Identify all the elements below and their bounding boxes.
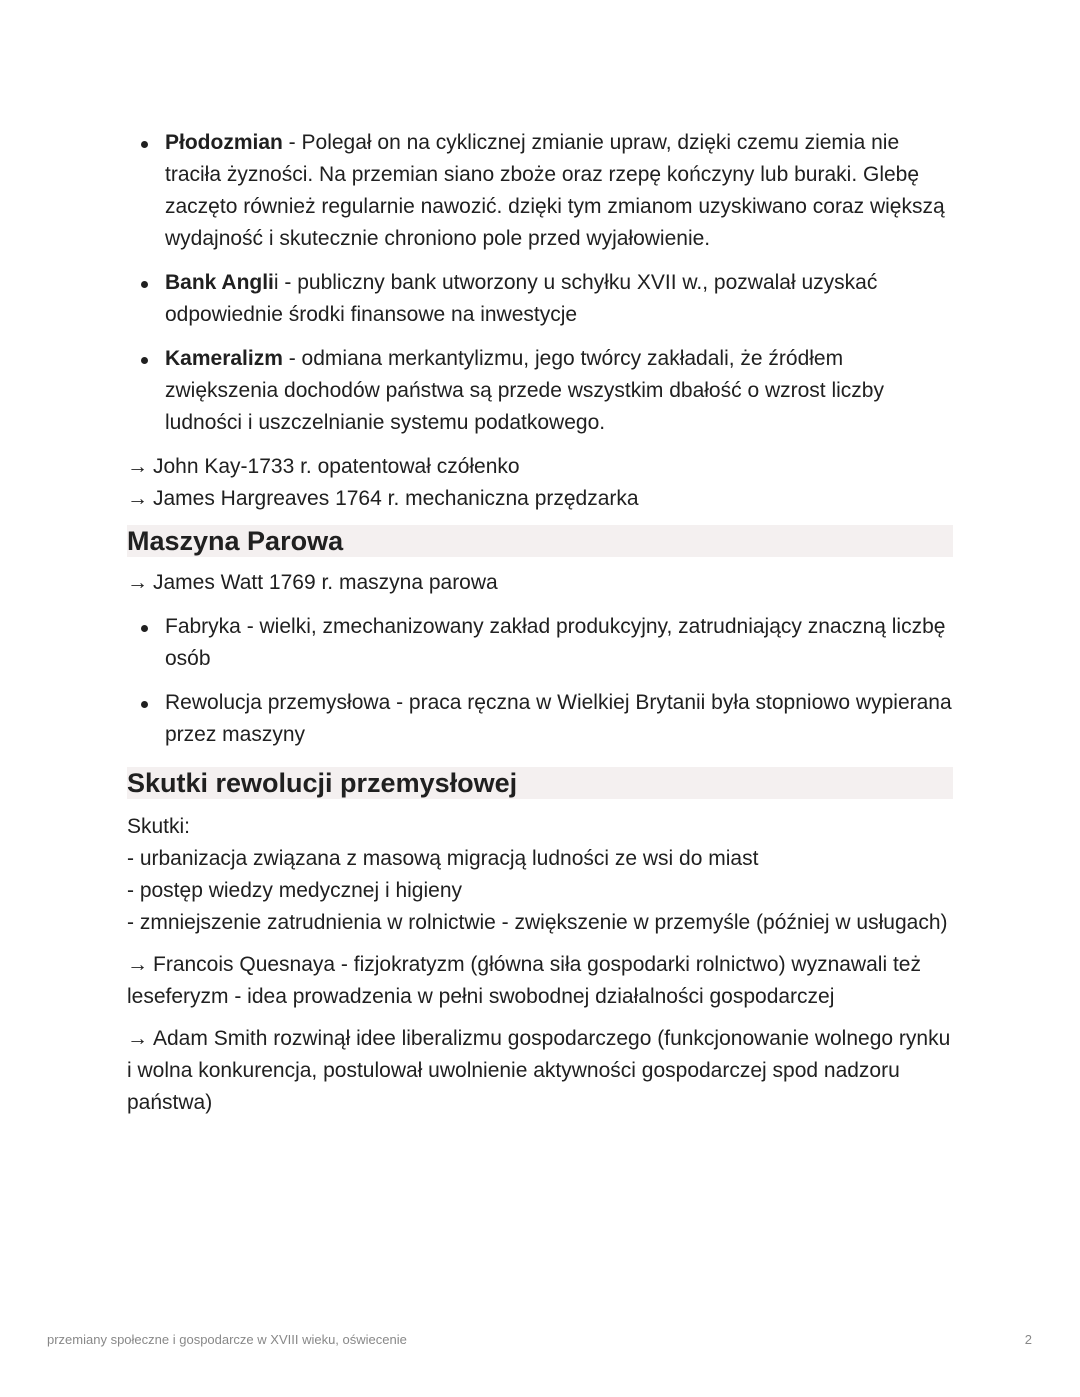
paragraph-text: Francois Quesnaya - fizjokratyzm (główna siła gospodarki rolnictwo) wyznawali też leseferyzm - idea prowadzenia w pełni swobodnej działalności gospodarczej xyxy=(127,953,921,1008)
footer-document-title: przemiany społeczne i gospodarcze w XVIII wieku, oświecenie xyxy=(47,1332,407,1347)
term-description: - odmiana merkantylizmu, jego twórcy zakładali, że źródłem zwiększenia dochodów państwa są przede wszystkim dbałość o wzrost liczby ludności i uszczelnianie systemu podatkowego. xyxy=(165,347,884,434)
arrow-icon: → xyxy=(127,953,148,976)
bullet-list-machines xyxy=(127,611,953,751)
bullet-list-terms xyxy=(127,127,953,439)
arrow-icon: → xyxy=(127,571,148,594)
paragraph-text: Adam Smith rozwinął idee liberalizmu gospodarczego (funkcjonowanie wolnego rynku i wolna konkurencja, postulował uwolnienie aktywności gospodarczej spod nadzoru państwa) xyxy=(127,1027,951,1114)
list-item xyxy=(127,343,953,439)
list-item xyxy=(127,127,953,255)
page-content xyxy=(127,127,953,1119)
list-item: Fabryka - wielki, zmechanizowany zakład produkcyjny, zatrudniający znaczną liczbę osób xyxy=(127,611,953,675)
arrow-paragraph xyxy=(127,1023,953,1119)
section-heading-skutki: Skutki rewolucji przemysłowej xyxy=(127,767,953,799)
effects-intro: Skutki: xyxy=(127,815,191,838)
section-heading-maszyna-parowa: Maszyna Parowa xyxy=(127,525,953,557)
arrow-icon: → xyxy=(127,487,148,510)
term: Bank Angli xyxy=(165,271,274,294)
footer-page-number: 2 xyxy=(1024,1332,1032,1347)
arrow-paragraph xyxy=(127,949,953,1013)
effect-line: - zmniejszenie zatrudnienia w rolnictwie - zwiększenie w przemyśle (później w usługach) xyxy=(127,911,948,934)
effect-line: - postęp wiedzy medycznej i higieny xyxy=(127,879,462,902)
arrow-note xyxy=(127,567,953,599)
arrow-icon: → xyxy=(127,1027,148,1050)
list-item xyxy=(127,267,953,331)
effects-block xyxy=(127,811,953,939)
arrow-note-text: James Watt 1769 r. maszyna parowa xyxy=(153,571,498,594)
arrow-note xyxy=(127,483,953,515)
term-description: - Polegał on na cyklicznej zmianie upraw, dzięki czemu ziemia nie traciła żyzności. Na przemian siano zboże oraz rzepę kończyny lub buraki. Glebę zaczęto również regularnie nawozić. dzięki tym zmianom uzyskiwano coraz większą wydajność i skutecznie chroniono pole przed wyjałowienie. xyxy=(165,131,945,250)
arrow-note-text: John Kay-1733 r. opatentował czółenko xyxy=(153,455,520,478)
arrow-icon: → xyxy=(127,455,148,478)
list-item: Rewolucja przemysłowa - praca ręczna w Wielkiej Brytanii była stopniowo wypierana przez maszyny xyxy=(127,687,953,751)
arrow-note-text: James Hargreaves 1764 r. mechaniczna przędzarka xyxy=(153,487,639,510)
term: Płodozmian xyxy=(165,131,283,154)
term: Kameralizm xyxy=(165,347,283,370)
arrow-note xyxy=(127,451,953,483)
effect-line: - urbanizacja związana z masową migracją ludności ze wsi do miast xyxy=(127,847,759,870)
term-description: i - publiczny bank utworzony u schyłku XVII w., pozwalał uzyskać odpowiednie środki finansowe na inwestycje xyxy=(165,271,878,326)
